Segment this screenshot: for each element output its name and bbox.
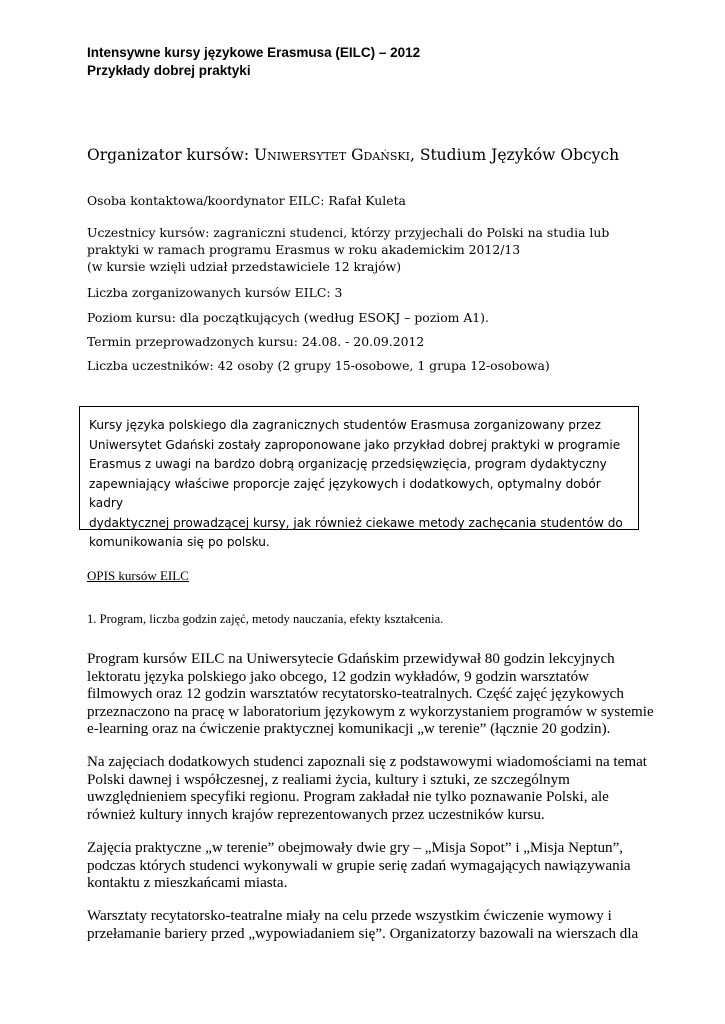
paragraph-line: lektoratu języka polskiego jako obcego, 12 godzin wykładów, 9 godzin warsztatów (87, 668, 590, 685)
paragraph-line: przełamanie bariery przed „wypowiadaniem się”. Organizatorzy bazowali na wierszach dla (87, 925, 639, 942)
organizer-prefix: Organizator kursów: (87, 146, 255, 164)
paragraph-line: przeznaczono na pracę w laboratorium językowym z wykorzystaniem programów w systemie (87, 703, 654, 720)
organizer-suffix: , Studium Języków Obcych (409, 146, 620, 164)
paragraph-practical-classes (87, 840, 647, 893)
highlight-line: komunikowania się po polsku. (89, 535, 270, 549)
participants-line-2: praktyki w ramach programu Erasmus w roku akademickim 2012/13 (87, 242, 521, 257)
paragraph-line: Program kursów EILC na Uniwersytecie Gdańskim przewidywał 80 godzin lekcyjnych (87, 651, 615, 667)
organizer-line (87, 146, 619, 164)
participants-line-3: (w kursie wzięli udział przedstawiciele 12 krajów) (87, 259, 402, 274)
header-subtitle: Przykłady dobrej praktyki (87, 63, 251, 78)
document-header (87, 44, 420, 80)
organizer-university: Uniwersytet Gdański (254, 146, 410, 164)
course-dates: Termin przeprowadzonych kursu: 24.08. - 20.09.2012 (87, 334, 425, 349)
courses-count: Liczba zorganizowanych kursów EILC: 3 (87, 285, 343, 300)
highlight-line: Kursy języka polskiego dla zagranicznych studentów Erasmusa zorganizowany przez (89, 418, 602, 432)
paragraph-line: uwzględnieniem specyfiki regionu. Program zakładał nie tylko poznawanie Polski, ale (87, 789, 609, 806)
paragraph-line: Polski dawnej i współczesnej, z realiami życia, kultury i sztuki, ze szczególnym (87, 771, 570, 788)
paragraph-line: filmowych oraz 12 godzin warsztatów recytatorsko-teatralnych. Część zajęć językowych (87, 686, 624, 703)
students-count: Liczba uczestników: 42 osoby (2 grupy 15-osobowe, 1 grupa 12-osobowa) (87, 358, 550, 373)
opis-heading: OPIS kursów EILC (87, 568, 189, 583)
paragraph-workshops (87, 908, 647, 943)
paragraph-program (87, 651, 654, 739)
paragraph-additional-classes (87, 754, 647, 824)
highlight-box (79, 406, 639, 549)
paragraph-line: Warsztaty recytatorsko-teatralne miały na celu przede wszystkim ćwiczenie wymowy i (87, 908, 612, 924)
highlight-line: Erasmus z uwagi na bardzo dobrą organizację przedsięwzięcia, program dydaktyczny (89, 457, 607, 471)
highlight-line: Uniwersytet Gdański zostały zaproponowane jako przykład dobrej praktyki w programie (89, 437, 621, 452)
header-title: Intensywne kursy językowe Erasmusa (EILC) – 2012 (87, 45, 421, 60)
course-level: Poziom kursu: dla początkujących (według ESOKJ – poziom A1). (87, 310, 489, 325)
paragraph-line: Zajęcia praktyczne „w terenie” obejmowały dwie gry – „Misja Sopot” i „Misja Neptun”, (87, 840, 624, 856)
paragraph-line: podczas których studenci wykonywali w grupie serię zadań wymagających nawiązywania (87, 857, 631, 874)
contact-person: Osoba kontaktowa/koordynator EILC: Rafał Kuleta (87, 193, 406, 208)
paragraph-line: również kultury innych krajów reprezentowanych przez uczestników kursu. (87, 806, 545, 823)
highlight-line: dydaktycznej prowadzącej kursy, jak również ciekawe metody zachęcania studentów do (89, 515, 623, 530)
paragraph-line: e-learning oraz na ćwiczenie praktycznej komunikacji „w terenie” (łącznie 20 godzin). (87, 721, 611, 738)
highlight-line: zapewniający właściwe proporcje zajęć językowych i dodatkowych, optymalny dobór kadry (89, 476, 601, 510)
section-1-title: 1. Program, liczba godzin zajęć, metody nauczania, efekty kształcenia. (87, 612, 444, 626)
participants-line-1: Uczestnicy kursów: zagraniczni studenci, którzy przyjechali do Polski na studia lub (87, 225, 610, 240)
paragraph-line: kontaktu z mieszkańcami miasta. (87, 875, 288, 892)
paragraph-line: Na zajęciach dodatkowych studenci zapoznali się z podstawowymi wiadomościami na temat (87, 754, 647, 770)
